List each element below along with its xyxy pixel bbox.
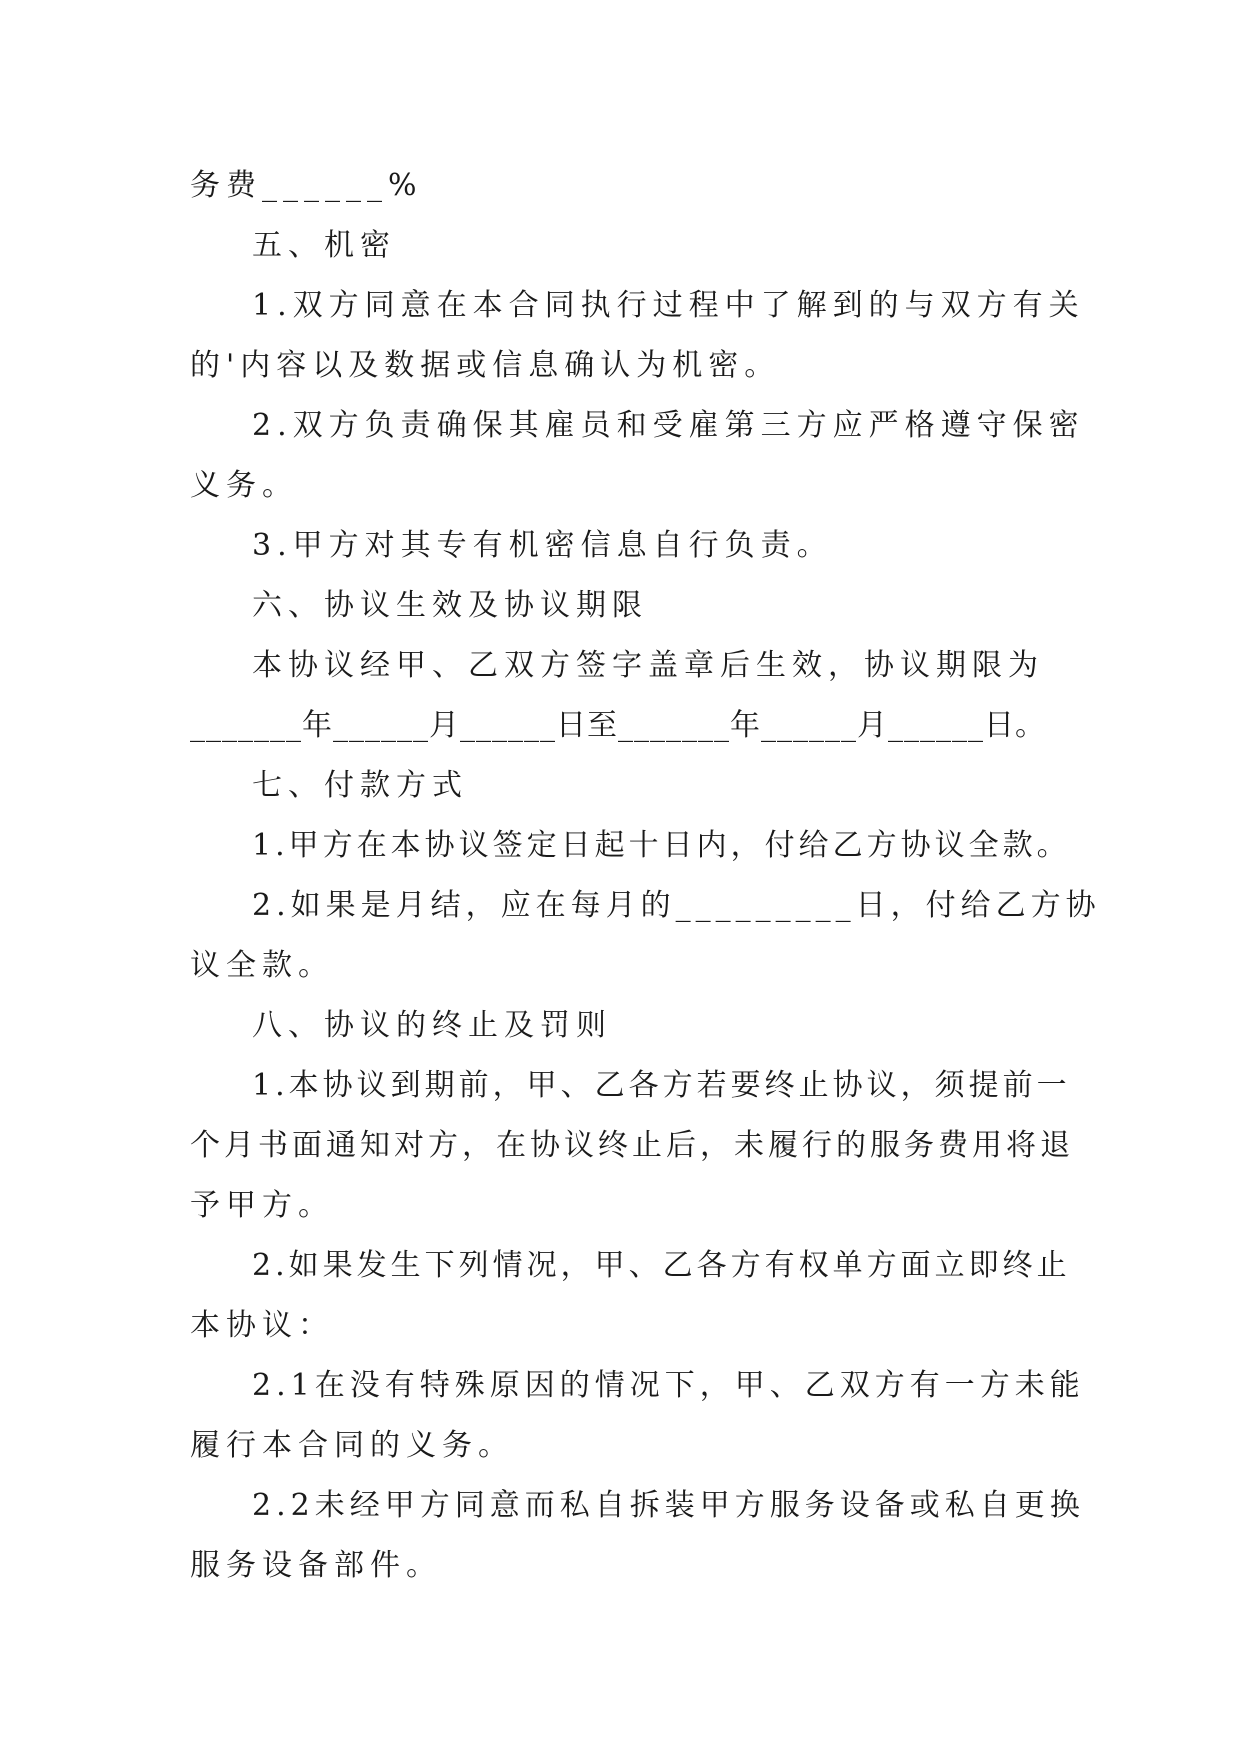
- paragraph-line: 1.本协议到期前，甲、乙各方若要终止协议，须提前一: [252, 1068, 1071, 1103]
- paragraph-line: 1.甲方在本协议签定日起十日内，付给乙方协议全款。: [252, 828, 1071, 863]
- paragraph-line: 议全款。: [190, 948, 334, 983]
- paragraph-line: 2.双方负责确保其雇员和受雇第三方应严格遵守保密: [252, 408, 1085, 443]
- paragraph-line: 3.甲方对其专有机密信息自行负责。: [252, 528, 833, 563]
- section-heading-payment: 七、付款方式: [252, 768, 468, 803]
- date-range-line: _______年______月______日至_______年______月______日。: [190, 708, 1046, 743]
- text-line-service-fee: 务费______%: [190, 168, 423, 203]
- paragraph-line: 服务设备部件。: [190, 1548, 442, 1583]
- paragraph-line: 的'内容以及数据或信息确认为机密。: [190, 348, 781, 383]
- paragraph-line: 本协议：: [190, 1308, 334, 1343]
- paragraph-line: 个月书面通知对方，在协议终止后，未履行的服务费用将退: [190, 1128, 1074, 1163]
- paragraph-line: 1.双方同意在本合同执行过程中了解到的与双方有关: [252, 288, 1085, 323]
- paragraph-line: 本协议经甲、乙双方签字盖章后生效，协议期限为: [252, 648, 1044, 683]
- paragraph-line: 2.1在没有特殊原因的情况下，甲、乙双方有一方未能: [252, 1368, 1085, 1403]
- paragraph-line: 履行本合同的义务。: [190, 1428, 514, 1463]
- paragraph-line: 2.如果发生下列情况，甲、乙各方有权单方面立即终止: [252, 1248, 1071, 1283]
- paragraph-line: 2.如果是月结，应在每月的_________日，付给乙方协: [252, 888, 1101, 923]
- section-heading-confidentiality: 五、机密: [252, 228, 396, 263]
- paragraph-line: 2.2未经甲方同意而私自拆装甲方服务设备或私自更换: [252, 1488, 1085, 1523]
- paragraph-line: 义务。: [190, 468, 298, 503]
- paragraph-line: 予甲方。: [190, 1188, 334, 1223]
- section-heading-effect-term: 六、协议生效及协议期限: [252, 588, 648, 623]
- section-heading-termination: 八、协议的终止及罚则: [252, 1008, 612, 1043]
